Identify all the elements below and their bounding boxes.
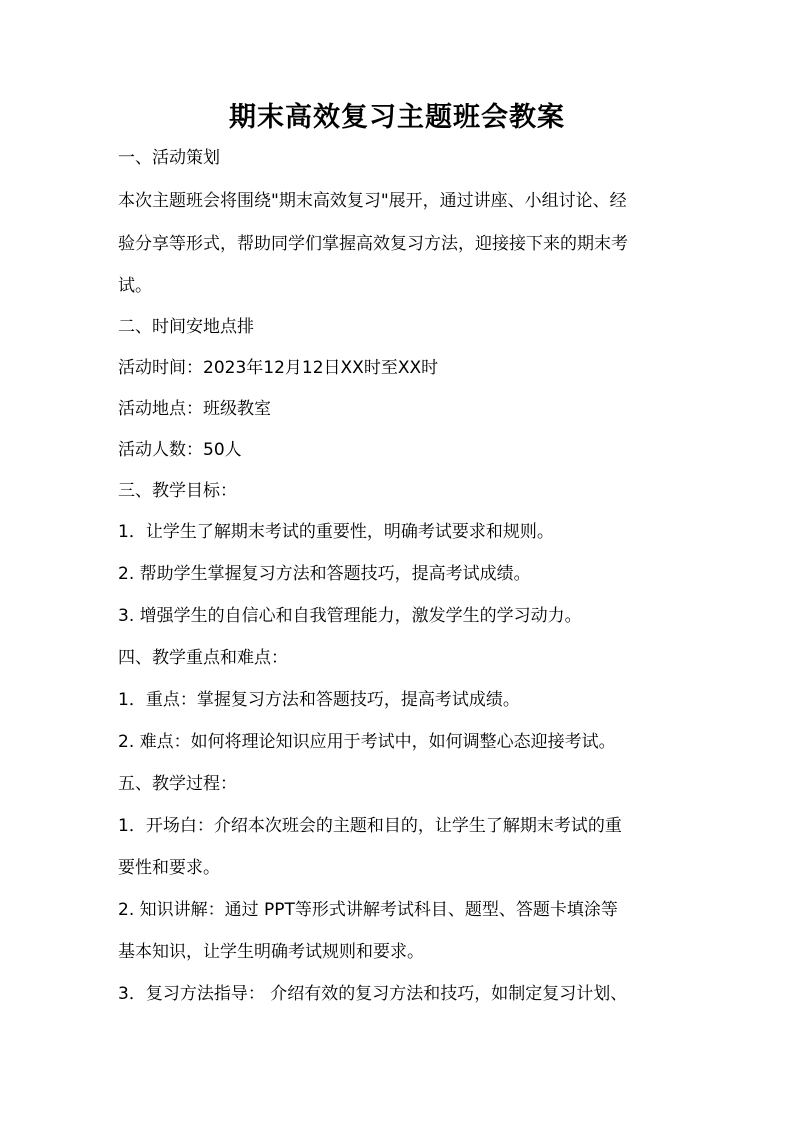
paragraph-line: 试。 — [118, 276, 152, 296]
section-heading-teaching-goals: 三、教学目标： — [118, 481, 237, 501]
section-heading-time-place: 二、时间安地点排 — [118, 317, 254, 337]
list-item: 2. 帮助学生掌握复习方法和答题技巧，提高考试成绩。 — [118, 564, 531, 584]
list-item: 2. 难点：如何将理论知识应用于考试中，如何调整心态迎接考试。 — [118, 732, 616, 752]
list-item: 1．让学生了解期末考试的重要性，明确考试要求和规则。 — [118, 522, 554, 542]
section-heading-teaching-process: 五、教学过程： — [118, 774, 237, 794]
paragraph-line: 本次主题班会将围绕"期末高效复习"展开，通过讲座、小组讨论、经 — [118, 191, 627, 211]
paragraph-line: 基本知识，让学生明确考试规则和要求。 — [118, 942, 424, 962]
section-heading-key-points: 四、教学重点和难点： — [118, 648, 288, 668]
list-item: 2. 知识讲解：通过 PPT等形式讲解考试科目、题型、答题卡填涂等 — [118, 900, 618, 920]
paragraph-line: 要性和要求。 — [118, 858, 220, 878]
activity-location: 活动地点：班级教室 — [118, 399, 271, 419]
activity-time: 活动时间：2023年12月12日XX时至XX时 — [118, 358, 439, 378]
section-heading-activity-plan: 一、活动策划 — [118, 148, 220, 168]
document-title: 期末高效复习主题班会教案 — [229, 102, 565, 133]
activity-headcount: 活动人数：50人 — [118, 440, 242, 460]
list-item: 3．复习方法指导： 介绍有效的复习方法和技巧，如制定复习计划、 — [118, 984, 628, 1004]
list-item: 1．重点：掌握复习方法和答题技巧，提高考试成绩。 — [118, 690, 520, 710]
paragraph-line: 验分享等形式，帮助同学们掌握高效复习方法，迎接接下来的期末考 — [118, 234, 628, 254]
list-item: 3. 增强学生的自信心和自我管理能力，激发学生的学习动力。 — [118, 606, 582, 626]
list-item: 1．开场白：介绍本次班会的主题和目的，让学生了解期末考试的重 — [118, 816, 622, 836]
